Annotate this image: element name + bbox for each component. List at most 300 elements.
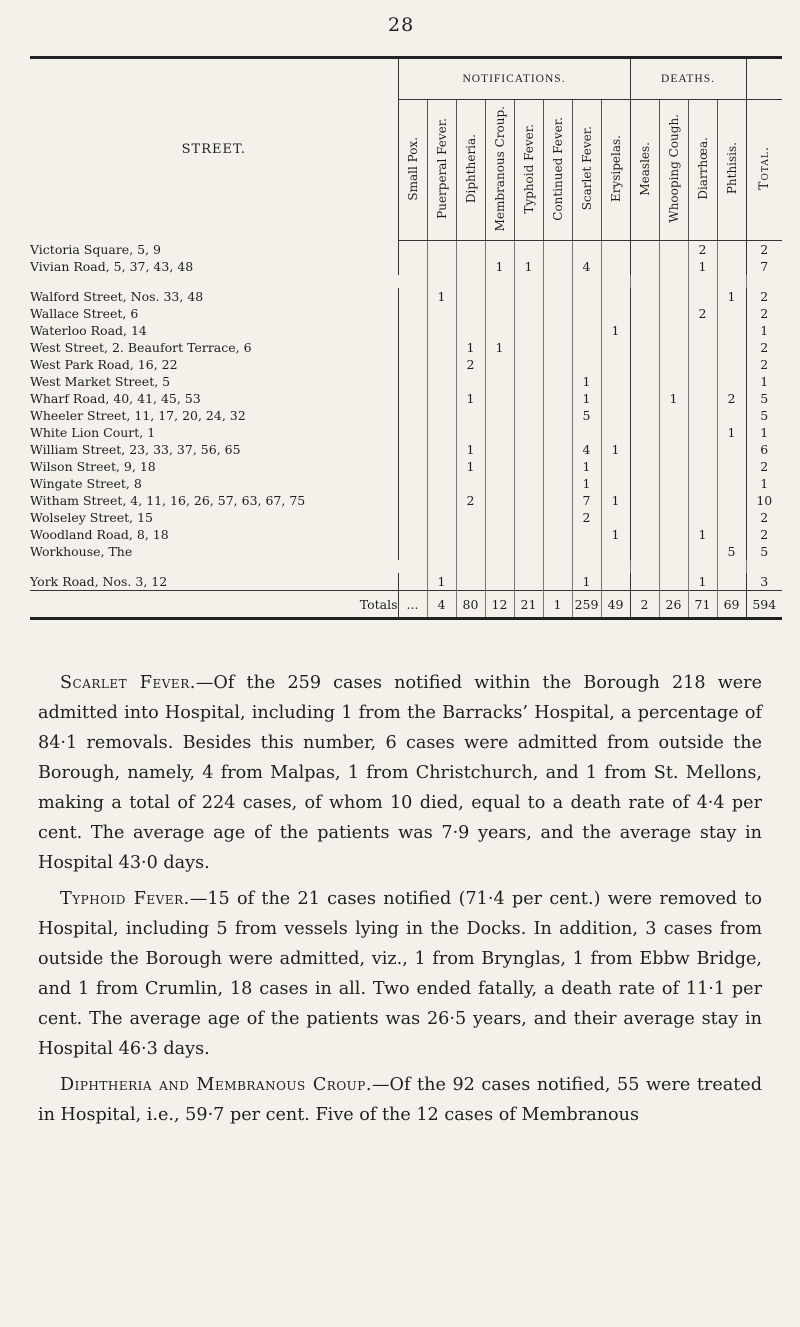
table-cell: [630, 458, 659, 475]
spacer-cell: [630, 560, 659, 573]
column-header-label: Phthisis.: [724, 142, 739, 195]
table-cell: 10: [756, 493, 773, 508]
table-cell: [485, 526, 514, 543]
table-cell: [485, 390, 514, 407]
table-cell: [659, 458, 688, 475]
table-cell: [398, 492, 427, 509]
column-header: [659, 100, 688, 241]
table-cell: [543, 424, 572, 441]
totals-cell: 1: [543, 591, 572, 618]
table-cell: [427, 475, 456, 492]
table-cell: [543, 543, 572, 560]
table-cell: [630, 305, 659, 322]
notifications-group-header: NOTIFICATIONS.: [398, 59, 630, 100]
table-cell: [514, 407, 543, 424]
table-row: [30, 373, 782, 390]
spacer-cell: [543, 275, 572, 288]
table-cell: 4: [572, 441, 601, 458]
spacer-cell: [688, 275, 717, 288]
table-cell: [456, 305, 485, 322]
table-row: [30, 356, 782, 373]
table-cell: [688, 339, 717, 356]
table-cell: [543, 509, 572, 526]
table-cell: [688, 424, 717, 441]
table-cell: 2: [760, 459, 769, 474]
table-cell: [398, 475, 427, 492]
table-cell: [543, 573, 572, 591]
table-cell: [601, 543, 630, 560]
street-name: Wheeler Street, 11, 17, 20, 24, 32: [30, 407, 398, 424]
table-cell: [398, 305, 427, 322]
street-name: William Street, 23, 33, 37, 56, 65: [30, 441, 398, 458]
table-row: [30, 458, 782, 475]
commentary: [38, 668, 762, 1136]
diphtheria-paragraph: [38, 1070, 762, 1130]
table-cell: [514, 322, 543, 339]
totals-cell: 49: [601, 591, 630, 618]
table-cell: [398, 373, 427, 390]
column-header: [514, 100, 543, 241]
totals-cell: 21: [514, 591, 543, 618]
table-cell: [572, 526, 601, 543]
totals-cell: 2: [630, 591, 659, 618]
table-cell: [688, 492, 717, 509]
spacer-cell: [427, 560, 456, 573]
table-cell: [717, 475, 746, 492]
table-cell: [572, 305, 601, 322]
table-cell: [572, 339, 601, 356]
spacer-cell: [630, 275, 659, 288]
table-cell: [427, 322, 456, 339]
table-cell: [456, 373, 485, 390]
table-cell: [398, 407, 427, 424]
table-cell: 1: [572, 458, 601, 475]
table-cell: [543, 458, 572, 475]
total-group-spacer: [746, 59, 782, 100]
table-cell: [456, 526, 485, 543]
table-cell: 1: [485, 258, 514, 275]
spacer-cell: [601, 275, 630, 288]
street-name: Waterloo Road, 14: [30, 322, 398, 339]
table-cell: [688, 373, 717, 390]
table-cell: 2: [688, 241, 717, 259]
table-cell: [427, 526, 456, 543]
table-row: [30, 339, 782, 356]
totals-cell: 69: [717, 591, 746, 618]
table-cell: [630, 424, 659, 441]
table-cell: 1: [717, 288, 746, 305]
table-cell: [485, 509, 514, 526]
column-header: [601, 100, 630, 241]
table-row: [30, 543, 782, 560]
table-cell: [659, 288, 688, 305]
table-cell: [427, 441, 456, 458]
table-cell: [398, 390, 427, 407]
table-cell: [485, 458, 514, 475]
spacer-cell: [456, 275, 485, 288]
table-cell: [427, 492, 456, 509]
table-cell: 2: [572, 509, 601, 526]
table-cell: [688, 407, 717, 424]
table-cell: [514, 339, 543, 356]
table-cell: 1: [717, 424, 746, 441]
spacer-row: [30, 275, 782, 288]
table-cell: [601, 356, 630, 373]
table-cell: [601, 288, 630, 305]
table-cell: [543, 339, 572, 356]
typhoid-fever-heading: Typhoid Fever.: [60, 889, 190, 909]
table-row: [30, 407, 782, 424]
table-cell: [659, 407, 688, 424]
table-cell: [485, 241, 514, 259]
table-cell: 2: [456, 356, 485, 373]
table-cell: [514, 475, 543, 492]
table-cell: [514, 373, 543, 390]
table-cell: [572, 241, 601, 259]
table-cell: 1: [760, 323, 769, 338]
table-cell: 1: [601, 526, 630, 543]
table-cell: [630, 441, 659, 458]
table-body: [30, 241, 782, 618]
table-cell: [630, 322, 659, 339]
table-cell: [456, 543, 485, 560]
street-column-header: STREET.: [30, 59, 398, 241]
street-name: Victoria Square, 5, 9: [30, 241, 398, 259]
table-cell: [601, 424, 630, 441]
table-cell: [485, 475, 514, 492]
spacer-row: [30, 560, 782, 573]
table-cell: [630, 390, 659, 407]
street-name: Woodland Road, 8, 18: [30, 526, 398, 543]
table-cell: 2: [760, 527, 769, 542]
spacer-cell: [572, 275, 601, 288]
spacer-cell: [572, 560, 601, 573]
table-cell: [485, 573, 514, 591]
table-cell: 5: [760, 408, 769, 423]
spacer-cell: [456, 560, 485, 573]
table-cell: [427, 373, 456, 390]
table-cell: [398, 356, 427, 373]
column-header-label: Erysipelas.: [608, 134, 623, 203]
table-cell: [630, 407, 659, 424]
spacer-cell: [514, 560, 543, 573]
table-cell: 1: [485, 339, 514, 356]
table-cell: [659, 373, 688, 390]
table-row: [30, 258, 782, 275]
column-header: [630, 100, 659, 241]
table-cell: [398, 258, 427, 275]
table-cell: [659, 305, 688, 322]
table-cell: [427, 509, 456, 526]
table-cell: [543, 288, 572, 305]
table-cell: [514, 241, 543, 259]
table-row: [30, 492, 782, 509]
table-cell: [456, 475, 485, 492]
street-name: White Lion Court, 1: [30, 424, 398, 441]
table-cell: [398, 424, 427, 441]
table-cell: [456, 241, 485, 259]
table-cell: [717, 526, 746, 543]
table-cell: [485, 441, 514, 458]
table-cell: [717, 573, 746, 591]
column-header-label: Total.: [756, 146, 772, 191]
street-name: York Road, Nos. 3, 12: [30, 573, 398, 591]
table-cell: [427, 458, 456, 475]
table-cell: [688, 441, 717, 458]
table-cell: [601, 573, 630, 591]
table-cell: [485, 305, 514, 322]
table-row: [30, 390, 782, 407]
column-header: [746, 100, 782, 241]
table-cell: [601, 258, 630, 275]
table-cell: [543, 407, 572, 424]
table-cell: 2: [760, 242, 769, 257]
table-cell: [427, 390, 456, 407]
totals-cell: 71: [688, 591, 717, 618]
table-cell: [688, 543, 717, 560]
table-cell: [427, 407, 456, 424]
table-cell: 5: [760, 391, 769, 406]
table-row: [30, 305, 782, 322]
table-cell: 5: [760, 544, 769, 559]
column-header: [485, 100, 514, 241]
spacer-cell: [601, 560, 630, 573]
table-cell: [427, 424, 456, 441]
table-row: [30, 526, 782, 543]
table-cell: 2: [760, 340, 769, 355]
totals-cell: 12: [485, 591, 514, 618]
table-cell: [514, 509, 543, 526]
table-cell: 1: [456, 339, 485, 356]
street-name: Wallace Street, 6: [30, 305, 398, 322]
table-cell: [485, 373, 514, 390]
column-header: [572, 100, 601, 241]
table-cell: 2: [760, 306, 769, 321]
table-cell: [543, 475, 572, 492]
spacer-cell: [543, 560, 572, 573]
table-cell: [514, 526, 543, 543]
deaths-group-header: DEATHS.: [630, 59, 746, 100]
spacer-cell: [717, 560, 746, 573]
table-cell: [630, 288, 659, 305]
column-header-label: Puerperal Fever.: [434, 118, 449, 219]
spacer-cell: [398, 275, 427, 288]
table-cell: [456, 424, 485, 441]
table-cell: [514, 458, 543, 475]
table-cell: [688, 322, 717, 339]
table-cell: [630, 509, 659, 526]
column-header-label: Scarlet Fever.: [579, 126, 594, 211]
table-cell: [659, 573, 688, 591]
table-cell: 2: [456, 492, 485, 509]
spacer-cell: [30, 275, 398, 288]
spacer-cell: [485, 560, 514, 573]
table-cell: [630, 475, 659, 492]
table-cell: [485, 492, 514, 509]
table-cell: [398, 458, 427, 475]
typhoid-fever-text: —15 of the 21 cases notified (71·4 per cent.) were removed to Hospital, including 5 from vessels lying in the Docks. In addition, 3 cases from outside the Borough were admitted, viz., 1 from Bryngl​as, 1 from Ebbw Bridge, and 1 from Crumlin, 18 cases in all. Two ended fatally, a death rate of 11·1 per cent. The average age of the patients was 26·5 years, and their average stay in Hospital 46·3 days.: [38, 889, 762, 1059]
table-cell: [485, 356, 514, 373]
column-header: [398, 100, 427, 241]
table-cell: [543, 390, 572, 407]
spacer-cell: [514, 275, 543, 288]
table-cell: 1: [760, 374, 769, 389]
table-row: [30, 509, 782, 526]
table-cell: [717, 258, 746, 275]
table-cell: [659, 543, 688, 560]
table-cell: [543, 492, 572, 509]
table-cell: [659, 424, 688, 441]
street-statistics-table-wrap: [30, 56, 782, 620]
table-cell: [398, 322, 427, 339]
table-row: [30, 424, 782, 441]
table-cell: [398, 339, 427, 356]
table-cell: [688, 458, 717, 475]
table-cell: [659, 322, 688, 339]
scarlet-fever-heading: Scarlet Fever.: [60, 673, 196, 693]
table-cell: [630, 339, 659, 356]
totals-label: Totals: [30, 591, 398, 618]
table-cell: 1: [427, 573, 456, 591]
table-cell: [456, 509, 485, 526]
table-cell: [485, 424, 514, 441]
table-cell: 6: [760, 442, 769, 457]
spacer-cell: [30, 560, 398, 573]
table-cell: [572, 322, 601, 339]
column-header-label: Measles.: [637, 141, 652, 196]
column-header-label: Continued Fever.: [550, 116, 565, 221]
table-cell: [572, 543, 601, 560]
table-cell: [601, 339, 630, 356]
table-cell: [630, 543, 659, 560]
street-name: Workhouse, The: [30, 543, 398, 560]
table-cell: [717, 356, 746, 373]
table-cell: [456, 407, 485, 424]
table-cell: 1: [572, 475, 601, 492]
table-cell: [398, 441, 427, 458]
table-cell: [514, 390, 543, 407]
spacer-cell: [398, 560, 427, 573]
table-cell: [659, 509, 688, 526]
table-cell: [717, 441, 746, 458]
table-cell: [630, 373, 659, 390]
table-cell: [601, 241, 630, 259]
street-name: Wharf Road, 40, 41, 45, 53: [30, 390, 398, 407]
table-cell: [572, 424, 601, 441]
table-cell: [717, 322, 746, 339]
table-cell: [514, 305, 543, 322]
table-cell: [543, 241, 572, 259]
table-cell: [688, 356, 717, 373]
table-cell: [630, 492, 659, 509]
table-cell: [659, 441, 688, 458]
table-cell: [688, 509, 717, 526]
totals-row: [30, 591, 782, 618]
table-cell: [717, 492, 746, 509]
table-cell: [659, 492, 688, 509]
totals-cell: 26: [659, 591, 688, 618]
totals-cell: 4: [427, 591, 456, 618]
table-cell: [659, 356, 688, 373]
diphtheria-heading: Diphtheria and Membranous Croup.: [60, 1075, 372, 1095]
table-cell: [543, 526, 572, 543]
column-header: [543, 100, 572, 241]
column-header-label: Small Pox.: [405, 136, 420, 201]
table-cell: 4: [572, 258, 601, 275]
table-cell: 5: [572, 407, 601, 424]
table-cell: 1: [456, 441, 485, 458]
street-name: Wilson Street, 9, 18: [30, 458, 398, 475]
table-cell: [514, 356, 543, 373]
column-header-label: Typhoid Fever.: [521, 123, 536, 214]
street-name: West Street, 2. Beaufort Terrace, 6: [30, 339, 398, 356]
table-cell: [659, 475, 688, 492]
diphtheria-text: —Of the 92 cases notified, 55 were treated in Hospital, i.e., 59·7 per cent. Five of the 12 cases of Membranous: [38, 1075, 762, 1125]
table-cell: 2: [717, 390, 746, 407]
table-cell: [427, 339, 456, 356]
scarlet-fever-text: —Of the 259 cases notified within the Borough 218 were admitted into Hospital, including 1 from the Barracks’ Hospital, a percentage of 84·1 removals. Besides this number, 6 cases were admitted from outside the Borough, namely, 4 from Malpas, 1 from Christchurch, and 1 from St. Mellons, making a total of 224 cases, of whom 10 died, equal to a death rate of 4·4 per cent. The average age of the patients was 7·9 years, and the average stay in Hospital 43·0 days.: [38, 673, 763, 873]
table-cell: [398, 543, 427, 560]
table-cell: [717, 407, 746, 424]
table-cell: [601, 407, 630, 424]
table-cell: 7: [760, 259, 769, 274]
table-cell: [543, 441, 572, 458]
table-cell: [659, 258, 688, 275]
spacer-cell: [427, 275, 456, 288]
table-cell: [485, 322, 514, 339]
table-cell: [630, 526, 659, 543]
table-cell: [398, 241, 427, 259]
table-cell: [543, 373, 572, 390]
table-cell: [717, 339, 746, 356]
column-header-label: Whooping Cough.: [666, 114, 681, 223]
table-cell: [485, 543, 514, 560]
table-cell: [717, 305, 746, 322]
table-row: [30, 241, 782, 259]
table-row: [30, 288, 782, 305]
table-cell: [543, 356, 572, 373]
table-cell: 5: [717, 543, 746, 560]
totals-cell: 259: [572, 591, 601, 618]
table-cell: [630, 573, 659, 591]
table-cell: 2: [760, 289, 769, 304]
table-cell: 1: [456, 390, 485, 407]
table-row: [30, 573, 782, 591]
totals-cell: 80: [456, 591, 485, 618]
table-cell: [514, 543, 543, 560]
table-cell: [572, 288, 601, 305]
table-cell: 1: [572, 390, 601, 407]
table-cell: 1: [760, 476, 769, 491]
table-row: [30, 475, 782, 492]
table-cell: 1: [760, 425, 769, 440]
table-cell: 1: [456, 458, 485, 475]
spacer-cell: [659, 560, 688, 573]
street-name: Wolseley Street, 15: [30, 509, 398, 526]
table-cell: [485, 288, 514, 305]
table-cell: 2: [688, 305, 717, 322]
table-cell: [543, 258, 572, 275]
table-cell: [398, 526, 427, 543]
table-cell: [514, 424, 543, 441]
table-bottom-rule: [30, 617, 782, 620]
table-cell: [398, 288, 427, 305]
typhoid-fever-paragraph: [38, 884, 762, 1064]
table-cell: [398, 573, 427, 591]
spacer-cell: [688, 560, 717, 573]
street-name: Walford Street, Nos. 33, 48: [30, 288, 398, 305]
table-cell: [601, 305, 630, 322]
